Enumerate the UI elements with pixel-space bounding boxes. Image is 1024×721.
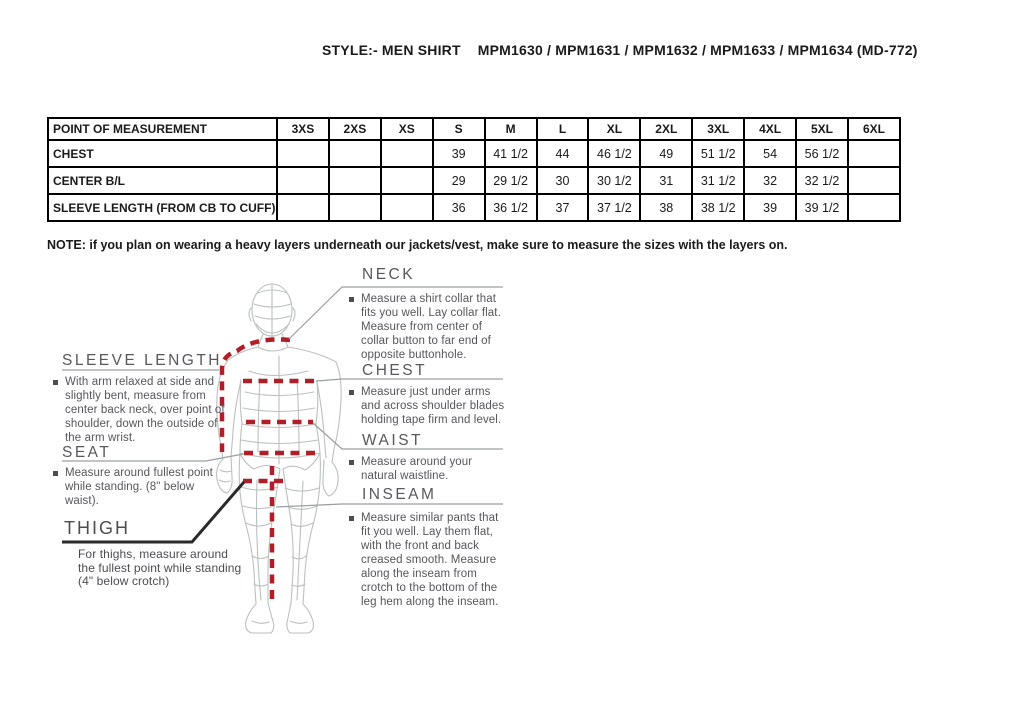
- size-cell: 36 1/2: [485, 194, 537, 221]
- table-row: [48, 140, 900, 167]
- row-label: SLEEVE LENGTH (FROM CB TO CUFF): [48, 194, 277, 221]
- table-row: [48, 194, 900, 221]
- guide-text-neck: Measure a shirt collar that fits you well. Lay collar flat. Measure from center of collar button to far end of opposite buttonhole.: [349, 292, 504, 362]
- column-header-size: 2XL: [640, 118, 692, 140]
- column-header-size: L: [537, 118, 589, 140]
- column-header-point-of-measurement: POINT OF MEASUREMENT: [48, 118, 277, 140]
- table-row: [48, 167, 900, 194]
- style-label: STYLE:- MEN SHIRT: [322, 42, 461, 58]
- column-header-size: 2XS: [329, 118, 381, 140]
- size-cell: 32: [744, 167, 796, 194]
- size-cell: 41 1/2: [485, 140, 537, 167]
- column-header-size: S: [433, 118, 485, 140]
- column-header-size: 3XS: [277, 118, 329, 140]
- guide-heading-thigh: THIGH: [64, 518, 130, 538]
- size-cell: 29 1/2: [485, 167, 537, 194]
- column-header-size: 3XL: [692, 118, 744, 140]
- guide-heading-sleeve-length: SLEEVE LENGTH: [62, 352, 222, 369]
- sleeve-measure-line: [222, 339, 290, 452]
- size-cell: [381, 194, 433, 221]
- guide-text-chest: Measure just under arms and across shoulder blades holding tape firm and level.: [349, 385, 506, 427]
- size-cell: 51 1/2: [692, 140, 744, 167]
- column-header-size: XL: [588, 118, 640, 140]
- size-cell: 39: [433, 140, 485, 167]
- size-table-header-row: [48, 118, 900, 140]
- size-cell: [277, 140, 329, 167]
- bullet-icon: [349, 516, 354, 521]
- size-cell: 44: [537, 140, 589, 167]
- size-cell: 29: [433, 167, 485, 194]
- size-cell: 31: [640, 167, 692, 194]
- column-header-size: 6XL: [848, 118, 900, 140]
- column-header-size: 4XL: [744, 118, 796, 140]
- size-cell: [329, 140, 381, 167]
- guide-text-sleeve-length: With arm relaxed at side and slightly bent, measure from center back neck, over point of shoulder, down the outside of the arm wrist.: [53, 375, 225, 445]
- size-table: [47, 117, 901, 222]
- size-cell: [381, 140, 433, 167]
- size-table-body: [48, 140, 900, 221]
- size-cell: 32 1/2: [796, 167, 848, 194]
- size-cell: 46 1/2: [588, 140, 640, 167]
- style-codes: MPM1630 / MPM1631 / MPM1632 / MPM1633 / MPM1634 (MD-772): [477, 42, 918, 58]
- size-table-container: [47, 117, 901, 222]
- bullet-icon: [349, 460, 354, 465]
- guide-text-waist: Measure around your natural waistline.: [349, 455, 504, 483]
- bullet-icon: [53, 380, 58, 385]
- document-title: [322, 42, 918, 58]
- guide-heading-waist: WAIST: [362, 432, 424, 449]
- note-text: NOTE: if you plan on wearing a heavy layers underneath our jackets/vest, make sure to measure the sizes with the layers on.: [47, 238, 788, 252]
- row-label: CHEST: [48, 140, 277, 167]
- size-cell: [848, 167, 900, 194]
- guide-heading-chest: CHEST: [362, 362, 428, 379]
- column-header-size: M: [485, 118, 537, 140]
- bullet-icon: [349, 390, 354, 395]
- column-header-size: 5XL: [796, 118, 848, 140]
- size-cell: [277, 167, 329, 194]
- size-cell: [848, 140, 900, 167]
- size-cell: 38: [640, 194, 692, 221]
- guide-text-inseam: Measure similar pants that fit you well. Lay them flat, with the front and back creased smooth. Measure along the inseam from crotch to the bottom of the leg hem along the inseam.: [349, 511, 506, 609]
- size-cell: 30 1/2: [588, 167, 640, 194]
- size-cell: 54: [744, 140, 796, 167]
- size-cell: 31 1/2: [692, 167, 744, 194]
- bullet-icon: [349, 297, 354, 302]
- size-cell: 49: [640, 140, 692, 167]
- size-cell: [277, 194, 329, 221]
- guide-heading-seat: SEAT: [62, 444, 112, 461]
- size-cell: 37: [537, 194, 589, 221]
- guide-heading-neck: NECK: [362, 266, 416, 283]
- size-cell: 36: [433, 194, 485, 221]
- column-header-size: XS: [381, 118, 433, 140]
- size-cell: [329, 167, 381, 194]
- size-cell: 30: [537, 167, 589, 194]
- row-label: CENTER B/L: [48, 167, 277, 194]
- size-cell: [848, 194, 900, 221]
- size-cell: 56 1/2: [796, 140, 848, 167]
- guide-text-thigh: For thighs, measure around the fullest point while standing (4" below crotch): [78, 547, 242, 588]
- size-cell: 37 1/2: [588, 194, 640, 221]
- bullet-icon: [53, 471, 58, 476]
- size-cell: 39 1/2: [796, 194, 848, 221]
- size-cell: [381, 167, 433, 194]
- size-cell: 39: [744, 194, 796, 221]
- inseam-connector: [276, 504, 503, 507]
- guide-text-seat: Measure around fullest point while standing. (8" below waist).: [53, 466, 213, 508]
- size-cell: 38 1/2: [692, 194, 744, 221]
- guide-heading-inseam: INSEAM: [362, 486, 437, 503]
- size-cell: [329, 194, 381, 221]
